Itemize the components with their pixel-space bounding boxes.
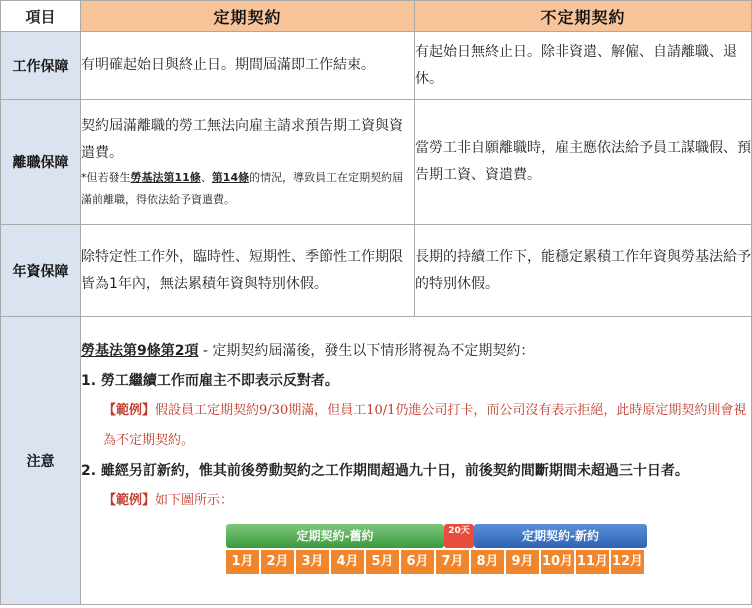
header-item: 項目: [1, 1, 81, 32]
header-indefinite-contract: 不定期契約: [415, 1, 752, 32]
footnote-rest: 的情況，導致員工在定期契約屆滿前離職，得依法給予資遣費。: [81, 171, 404, 206]
row-label-resignation-protection: 離職保障: [1, 100, 81, 225]
month-cell: 5月: [366, 550, 401, 574]
month-cell: 3月: [296, 550, 331, 574]
month-cell: 4月: [331, 550, 366, 574]
header-row: [1, 1, 752, 32]
month-cell: 2月: [261, 550, 296, 574]
note-example-2: [81, 486, 751, 516]
month-cell: 8月: [471, 550, 506, 574]
footnote-prefix: *但若發生: [81, 171, 131, 184]
month-cell: 11月: [576, 550, 611, 574]
old-contract-bar: 定期契約-舊約: [226, 524, 444, 548]
cell-indefinite-job-security: 有起始日無終止日。除非資遣、解僱、自請離職、退休。: [415, 32, 752, 100]
month-cell: 9月: [506, 550, 541, 574]
note-cell: [81, 317, 752, 605]
note-point-2: 2. 雖經另訂新約，惟其前後勞動契約之工作期間超過九十日，前後契約間斷期間未超過三十日者。: [81, 462, 689, 479]
month-cell: 7月: [436, 550, 471, 574]
contract-timeline: [81, 522, 751, 586]
note-intro: [81, 336, 751, 366]
note-example-1: [81, 396, 751, 456]
table-row: [1, 32, 752, 100]
month-cell: 6月: [401, 550, 436, 574]
example-text: 如下圖所示：: [155, 492, 234, 508]
cell-fixed-seniority: 除特定性工作外，臨時性、短期性、季節性工作期限皆為1年內，無法累積年資與特別休假。: [81, 225, 415, 317]
month-cell: 10月: [541, 550, 576, 574]
footnote-sep: 、: [200, 171, 212, 184]
fixed-resignation-footnote: [81, 167, 414, 211]
cell-fixed-job-security: 有明確起始日與終止日。期間屆滿即工作結束。: [81, 32, 415, 100]
cell-fixed-resignation: [81, 100, 415, 225]
month-row: [226, 550, 646, 574]
new-contract-bar: 定期契約-新約: [474, 524, 647, 548]
month-cell: 12月: [611, 550, 646, 574]
row-label-seniority: 年資保障: [1, 225, 81, 317]
law-article-14: 第14條: [211, 171, 250, 184]
gap-days-bar: 20天: [444, 524, 474, 548]
row-label-note: 注意: [1, 317, 81, 605]
note-point-1: 1. 勞工繼續工作而雇主不即表示反對者。: [81, 372, 339, 389]
table-row: [1, 317, 752, 605]
law-article-9: 勞基法第9條第2項: [81, 342, 199, 359]
example-label: 【範例】: [103, 492, 156, 508]
example-label: 【範例】: [103, 402, 156, 418]
cell-indefinite-seniority: 長期的持續工作下，能穩定累積工作年資與勞基法給予的特別休假。: [415, 225, 752, 317]
header-fixed-contract: 定期契約: [81, 1, 415, 32]
cell-indefinite-resignation: 當勞工非自願離職時，雇主應依法給予員工謀職假、預告期工資、資遣費。: [415, 100, 752, 225]
fixed-resignation-text: 契約屆滿離職的勞工無法向雇主請求預告期工資與資遣費。: [81, 118, 403, 161]
law-article-11: 勞基法第11條: [130, 171, 201, 184]
row-label-job-security: 工作保障: [1, 32, 81, 100]
month-cell: 1月: [226, 550, 261, 574]
table-row: [1, 225, 752, 317]
example-text: 假設員工定期契約9/30期滿，但員工10/1仍進公司打卡，而公司沒有表示拒絕，此時原定期契約則會視為不定期契約。: [103, 402, 747, 448]
note-intro-text: - 定期契約屆滿後，發生以下情形將視為不定期契約：: [198, 342, 535, 359]
table-row: [1, 100, 752, 225]
